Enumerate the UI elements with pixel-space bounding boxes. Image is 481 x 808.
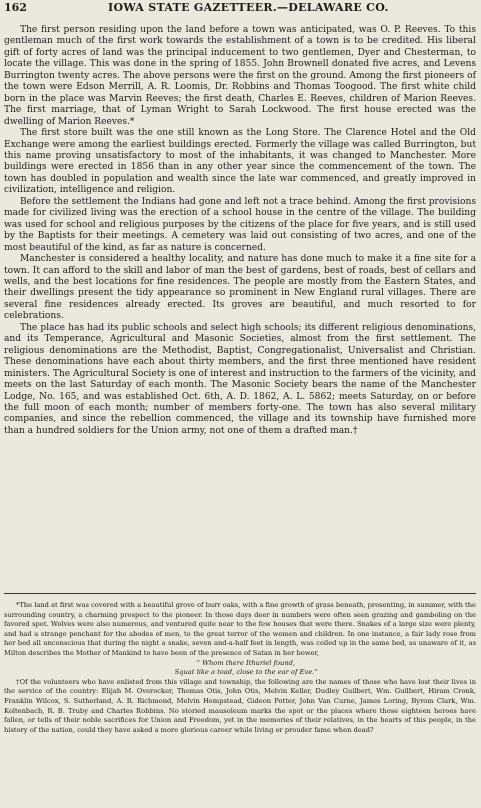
footnote-land: *The land at first was covered with a beautiful grove of burr oaks, with a fine growth of grass beneath, presenting, in summer, with the surrounding country, a charming prospect to the pioneer. In those days deer in numbers were often seen grazing and gamboling on the favored spot. Wolves were also numerous, and ventured quite near to the few houses that were there. Snakes of a large size were plenty, and had a strange penchant for the abodes of men, to the great terror of the women and children. In one instance, a fair lady rose from her bed all unconscious that during the night a snake, seven and-a-half feet in length, was coiled up in the same bed, as unaware of it, as Milton describes the Mother of Mankind to have been of the presence of Satan in her bower,: [4, 601, 476, 657]
main-text: [4, 25, 476, 437]
paragraph-early-buildings: The first store built was the one still known as the Long Store. The Clarence Hotel and the Old Exchange were among the earliest buildings erected. Formerly the village was called Burrington, but this name proving unsatisfactory to most of the inhabitants, it was changed to Manchester. More buildings were erected in 1856 than in any other year since the commencement of the town. The town has doubled in population and wealth since the late war commenced, and greatly improved in civilization, intelligence and religion.: [4, 128, 476, 196]
footnote-volunteers: †Of the volunteers who have enlisted from this village and township, the following are the names of those who have lost their lives in the service of the country: Elijah M. Overocker, Thomas Otis, John Otis, Melvin Keller, Dudley Guilbert, Wm. Guilbert, Hiram Cronk, Franklin Wilcox, S. Sutherland, A. R. Richmond, Melvin Hempstead, Gideon Potter, John Van Curne, James Loring, Byrom Clark, Wm. Koltenbach, R. B. Truby and Charles Robbins. No storied mausoleum marks the spot or the places where those eighteen heroes have fallen, or tells of their noble sacrifices for Union and Freedom, yet in the memories of their relatives, in the hearts of this people, in the history of the nation, could they have asked a more glorious career while living or prouder fame when dead?: [4, 677, 476, 734]
running-title: IOWA STATE GAZETTEER.—DELAWARE CO.: [108, 1, 389, 14]
paragraph-locality: Manchester is considered a healthy locality, and nature has done much to make it a fine site for a town. It can afford to the skill and labor of man the best of gardens, best of roads, best of cellars and wells, and the best locations for fine residences. The people are mostly from the Eastern States, and their dwellings present the tidy appearance so prominent in New England rural villages. There are several fine residences already erected. Its groves are beautiful, and much resorted to for celebrations.: [4, 254, 476, 322]
page-header: [4, 1, 477, 15]
paragraph-founding: The first person residing upon the land before a town was anticipated, was O. P. Reeves. To this gentleman much of the first work towards the establishment of a town is to be credited. His liberal gift of forty acres of land was the principal inducement to two gentlemen, Dyer and Chesterman, to locate the village. This was done in the spring of 1855. John Brownell donated five acres, and Levens Burrington twenty acres. The above persons were the first on the ground. Among the first pioneers of the town were Edson Merrill, A. R. Loomis, Dr. Robbins and Thomas Toogood. The first white child born in the place was Marvin Reeves; the first death, Charles E. Reeves, children of Marion Reeves. The first marriage, that of Lyman Wright to Sarah Lockwood. The first house erected was the dwelling of Marion Reeves.*: [4, 25, 476, 127]
footnote-verse-line-2: Squat like a toad, close to the ear of Eve.": [174, 668, 318, 677]
footnotes: [4, 601, 476, 735]
page-number: 162: [4, 1, 27, 14]
paragraph-settlement: Before the settlement the Indians had gone and left not a trace behind. Among the first provisions made for civilized living was the erection of a school house in the centre of the village. The building was used for school and religious purposes by the citizens of the place for five years, and is still used by the Baptists for their meetings. A cemetery was laid out consisting of two acres, and one of the most beautiful of the kind, as far as nature is concerned.: [4, 196, 476, 253]
paragraph-institutions: The place has had its public schools and select high schools; its different religious denominations, and its Temperance, Agricultural and Masonic Societies, almost from the first settlement. The religious denominations are the Methodist, Baptist, Congregationalist, Universalist and Christian. These denominations have each about thirty members, and the first three mentioned have resident ministers. The Agricultural Society is one of interest and instruction to the farmers of the vicinity, and meets on the last Saturday of each month. The Masonic Society bears the name of the Manchester Lodge, No. 165, and was established Oct. 6th, A. D. 1862, A. L. 5862; meets Saturday, on or before the full moon of each month; number of members forty-one. The town has also several military companies, and since the rebellion commenced, the village and its township have furnished more than a hundred soldiers for the Union army, not one of them a drafted man.†: [4, 322, 476, 436]
footnote-verse-line-1: " Whom there Ithuriel found,: [196, 658, 296, 667]
footnote-divider: [4, 593, 476, 594]
